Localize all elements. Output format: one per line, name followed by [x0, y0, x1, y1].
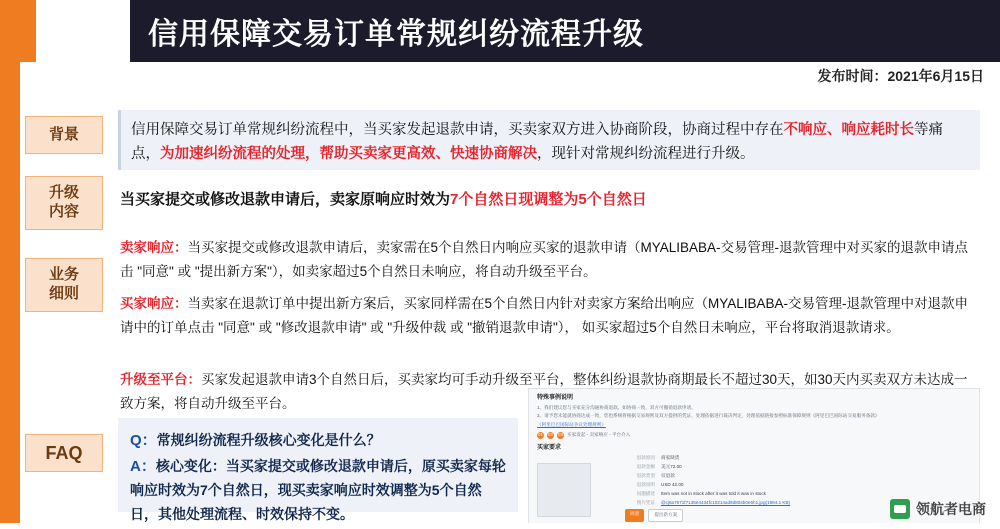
rule-buyer-response	[120, 292, 980, 339]
screenshot-note-2: 2、请予您未能就协商达成一致，您也系统将根据交易规则及双方提供的凭证、处理依据进行裁决判定，处理依据链接参照标准保障规则《阿里巴巴国际站交易服务条款》	[537, 413, 880, 419]
propose-new-plan-button[interactable]: 提出新方案	[648, 509, 683, 522]
page-title: 信用保障交易订单常规纠纷流程升级	[148, 18, 644, 51]
header-orange-block	[0, 0, 36, 62]
detail-value: USD 42.00	[661, 481, 684, 487]
detail-value: 仅退款	[661, 472, 675, 478]
watermark-text: 领航者电商	[916, 501, 986, 517]
screenshot-step-indicator	[529, 430, 979, 439]
section-label-faq: FAQ	[25, 434, 103, 472]
faq-answer-text: 核心变化：当买家提交或修改退款申请后，原买卖家每轮响应时效为7个自然日，现买卖家响应时效调整为5个自然日，其他处理流程、时效保持不变。	[130, 457, 506, 522]
upgrade-content-line	[120, 188, 647, 209]
screenshot-action-buttons	[625, 509, 683, 522]
detail-key: 图片凭证	[636, 499, 655, 505]
step-1-badge: 01	[537, 432, 543, 438]
rule-platform-key: 升级至平台：	[120, 372, 201, 387]
detail-key: 退款原因	[636, 455, 655, 461]
detail-value-link[interactable]: @cj8a7671f7135e4434fc10214ad9d804b0e5h1.jpg(1984.1 KB)	[661, 499, 791, 505]
section-label-upgrade-content: 升级 内容	[25, 176, 103, 230]
table-row	[601, 455, 971, 462]
detail-value: 商家缺货	[661, 455, 680, 461]
detail-value: Item was not in stock after it was told it was in stock	[661, 490, 766, 496]
table-row	[601, 473, 971, 480]
faq-answer-row	[130, 454, 506, 527]
header-white-block	[36, 0, 130, 62]
background-text-red2: 为加速纠纷流程的处理，帮助买卖家更高效、快速协商解决	[160, 145, 537, 162]
step-2-badge: 02	[547, 432, 553, 438]
rule-seller-text: 当买家提交或修改退款申请后，卖家需在5个自然日内响应买家的退款申请（MYALIBABA-交易管理-退款管理中对买家的退款申请点击 "同意" 或 "提出新方案"），如卖家超过5个自然日未响应，将自动升级至平台。	[120, 240, 969, 279]
screenshot-title: 特殊事例说明	[537, 395, 574, 401]
upgrade-text-red: 7个自然日现调整为5个自然日	[450, 191, 647, 208]
rule-platform-text: 买家发起退款申请3个自然日后，买卖家均可手动升级至平台，整体纠纷退款协商期最长不超过30天，如30天内买卖双方未达成一致方案，将自动升级至平台。	[120, 372, 968, 411]
table-row	[601, 491, 971, 498]
background-banner	[118, 110, 980, 170]
header-dark-block	[130, 0, 1000, 62]
detail-key: 退款说明	[636, 481, 655, 487]
rule-buyer-key: 买家响应：	[120, 296, 188, 311]
step-note: 买家发起 - 卖家响应 - 平台介入	[567, 432, 631, 438]
screenshot-rule-link[interactable]: 《阿里巴巴国际站争议处理规则》	[537, 421, 606, 427]
screenshot-note-lines	[529, 405, 979, 429]
detail-value: 美元72.00	[661, 464, 682, 470]
screenshot-buyer-request-title: 买家要求	[537, 445, 562, 452]
screenshot-image-thumbnail	[537, 463, 591, 517]
faq-question-row	[130, 428, 506, 454]
watermark	[890, 499, 986, 519]
section-label-business-rules: 业务 细则	[25, 258, 103, 312]
agree-button[interactable]: 同意	[625, 509, 644, 522]
section-label-background: 背景	[25, 116, 103, 154]
upgrade-text-black: 当买家提交或修改退款申请后，卖家原响应时效为	[120, 191, 451, 208]
publish-date: 发布时间：2021年6月15日	[817, 68, 984, 84]
faq-question-text: 常规纠纷流程升级核心变化是什么？	[156, 432, 381, 448]
faq-block	[118, 418, 518, 522]
left-accent-strip	[0, 62, 20, 529]
detail-key: 退款类型	[636, 472, 655, 478]
rule-seller-response	[120, 236, 980, 283]
step-3-badge: 03	[557, 432, 563, 438]
background-text-part2: 等痛点，	[131, 122, 943, 162]
bottom-white-strip	[0, 523, 1000, 529]
detail-key: 退款金额	[636, 464, 655, 470]
rule-buyer-text: 当卖家在退款订单中提出新方案后，买家同样需在5个自然日内针对卖家方案给出响应（MYALIBABA-交易管理-退款管理中对退款申请中的订单点击 "同意" 或 "修改退款申请" 或 "升级仲裁 或 "撤销退款申请"）， 如买家超过5个自然日未响应，平台将取消退款请求。	[120, 296, 969, 335]
table-row	[601, 482, 971, 489]
background-text-part1: 信用保障交易订单常规纠纷流程中，当买家发起退款申请，买卖家双方进入协商阶段，协商过程中存在	[131, 122, 784, 138]
detail-key: 问题描述	[636, 490, 655, 496]
wechat-logo-icon	[890, 499, 910, 519]
table-row	[601, 464, 971, 471]
rule-seller-key: 卖家响应：	[120, 240, 188, 255]
screenshot-note-1: 1、我们建议您与买家充分沟通协商退款。如协商一致，双方可撤销退款申请。	[537, 405, 696, 410]
header-bar	[0, 0, 1000, 62]
background-text-red1: 不响应、响应耗时长	[783, 122, 914, 138]
background-text-part3: ，现针对常规纠纷流程进行升级。	[537, 145, 755, 162]
faq-question-marker: Q：	[130, 432, 157, 449]
faq-answer-marker: A：	[130, 457, 156, 475]
